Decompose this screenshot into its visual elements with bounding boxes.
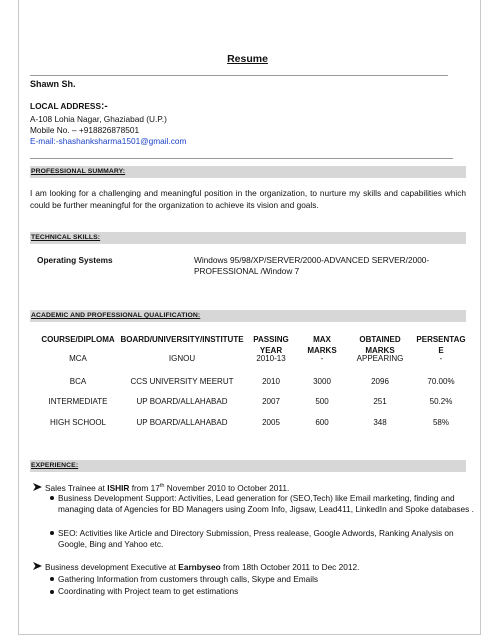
col-percentage: PERSENTAG E bbox=[416, 335, 466, 355]
header-rule bbox=[30, 75, 448, 76]
job1-bullet-1-line2: managing data of Agencies for BD Managers using Zoom Info, Jigsaw, Lead411, LinkedIn and Spoke databases . bbox=[58, 504, 474, 514]
cell-percentage: - bbox=[439, 354, 443, 363]
qualification-heading: ACADEMIC AND PROFESSIONAL QUALIFICATION: bbox=[31, 312, 201, 319]
cell-course: INTERMEDIATE bbox=[48, 397, 108, 406]
cell-obtained: APPEARING bbox=[356, 354, 404, 363]
job2-title: Business development Executive at Earnbyseo from 18th October 2011 to Dec 2012. bbox=[45, 562, 360, 572]
email-link[interactable]: E-mail:-shashanksharma1501@gmail.com bbox=[30, 136, 187, 146]
experience-heading: EXPERIENCE: bbox=[31, 462, 79, 469]
cell-obtained: 348 bbox=[373, 418, 387, 427]
address-line: A-108 Lohia Nagar, Ghaziabad (U.P.) bbox=[30, 114, 167, 124]
experience-bar bbox=[30, 460, 466, 472]
contact-rule bbox=[30, 158, 453, 159]
cell-course: BCA bbox=[69, 377, 87, 386]
skills-label: Operating Systems bbox=[37, 255, 113, 265]
skills-value-line2: PROFESSIONAL /Window 7 bbox=[194, 266, 300, 276]
cell-year: 2005 bbox=[262, 418, 280, 427]
cell-obtained: 251 bbox=[373, 397, 387, 406]
address-heading: LOCAL ADDRESS:- bbox=[30, 101, 108, 112]
cell-max: 500 bbox=[315, 397, 329, 406]
dot-bullet-icon bbox=[50, 531, 54, 535]
resume-title: Resume bbox=[227, 53, 268, 65]
cell-year: 2010-13 bbox=[256, 354, 286, 363]
cell-max: 600 bbox=[315, 418, 329, 427]
summary-text: I am looking for a challenging and meaningful position in the organization, to nurture my skills and capabilities which could be further meaningful for the organization to achieve its vision and goals. bbox=[30, 188, 466, 210]
candidate-name: Shawn Sh. bbox=[30, 79, 76, 89]
summary-heading: PROFESSIONAL SUMMARY: bbox=[31, 168, 126, 175]
skills-heading: TECHNICAL SKILLS: bbox=[31, 234, 101, 241]
cell-percentage: 70.00% bbox=[427, 377, 455, 386]
mobile-number: Mobile No. – +918826878501 bbox=[30, 125, 140, 135]
arrow-bullet-icon bbox=[33, 483, 42, 493]
cell-course: HIGH SCHOOL bbox=[49, 418, 106, 427]
cell-percentage: 58% bbox=[432, 418, 449, 427]
dot-bullet-icon bbox=[50, 496, 54, 500]
col-max: MAX MARKS bbox=[307, 335, 337, 355]
cell-board: IGNOU bbox=[168, 354, 196, 363]
job1-bullet-2-line1: SEO: Activities like Article and Directory Submission, Press realease, Google Adwords, Ranking Analysis on bbox=[58, 528, 454, 538]
arrow-bullet-icon bbox=[33, 562, 42, 572]
skills-value-line1: Windows 95/98/XP/SERVER/2000-ADVANCED SERVER/2000- bbox=[194, 255, 430, 265]
cell-board: CCS UNIVERSITY MEERUT bbox=[130, 377, 234, 386]
col-course: COURSE/DIPLOMA bbox=[41, 335, 115, 344]
cell-year: 2010 bbox=[262, 377, 280, 386]
cell-board: UP BOARD/ALLAHABAD bbox=[136, 397, 228, 406]
job2-bullet-1: Gathering Information from customers through calls, Skype and Emails bbox=[58, 574, 319, 584]
col-year: PASSING YEAR bbox=[253, 335, 289, 355]
job1-title: Sales Trainee at ISHIR from 17th November 2010 to October 2011. bbox=[45, 483, 290, 493]
cell-obtained: 2096 bbox=[371, 377, 389, 386]
cell-max: 3000 bbox=[313, 377, 331, 386]
cell-board: UP BOARD/ALLAHABAD bbox=[136, 418, 228, 427]
col-board: BOARD/UNIVERSITY/INSTITUTE bbox=[120, 335, 244, 344]
cell-year: 2007 bbox=[262, 397, 280, 406]
job2-bullet-2: Coordinating with Project team to get estimations bbox=[58, 586, 239, 596]
job1-bullet-2-line2: Google, Bing and Yahoo etc. bbox=[58, 539, 164, 549]
dot-bullet-icon bbox=[50, 590, 54, 594]
job1-bullet-1-line1: Business Development Support: Activities, Lead generation for (SEO,Tech) like Email marketing, finding and bbox=[58, 493, 455, 503]
cell-course: MCA bbox=[69, 354, 87, 363]
cell-max: - bbox=[320, 354, 324, 363]
dot-bullet-icon bbox=[50, 577, 54, 581]
col-obtained: OBTAINED MARKS bbox=[359, 335, 401, 355]
cell-percentage: 50.2% bbox=[429, 397, 453, 406]
